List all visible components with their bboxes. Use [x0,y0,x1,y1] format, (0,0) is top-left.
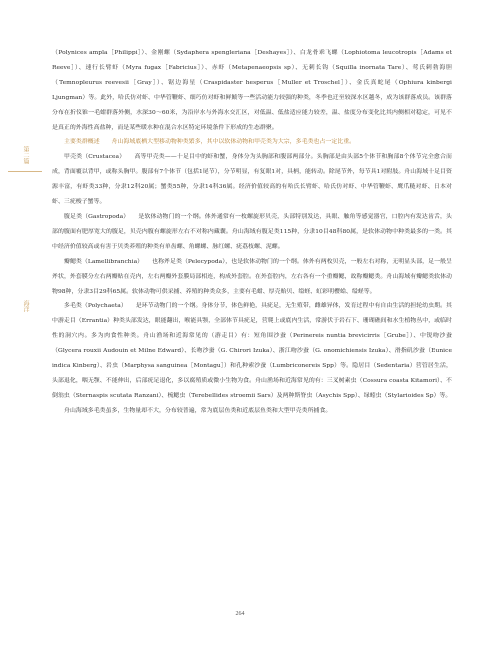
sidebar-rule [8,171,42,172]
section-label: 海洋 [22,300,29,312]
paragraph-polychaeta: 多毛类（Polychaeta） 是环节动物门的一个纲。身体分节，体色鲜艳，具疣足，无生殖带，雌雄异体，发育过程中有自由生活的担轮幼虫期。其中游走目（Errantia）种类头部发达，眼能翻出，喉能具颚，全部体节具疣足，营爬上或底内生活，常游伏于岩石下、珊瑚礁间和水生植物丛中，或临时性的洞穴内。多为肉食性种类。舟山渔场和近海常见的（游走目）有：短角围沙蚕（Perinereis nuntia brevicirris［Grube］）、中锐吻沙蚕（Glycera rouxii Audouin et Milne Edward）、长吻沙蚕（G. Chirori Izuka）、浙江吻沙蚕（G. onomichiensis Izuka）、滑指矶沙蚕（Eunice indica Kinberg）、岩虫（Marphysa sanguinea［Montagu］）和孔种索沙蚕（Lumbriconereis Spp）等。隐居目（Sedentaria）营管居生活，头部退化，咽无颚、不能伸出，后部疣足退化，多以腐殖质或微小生物为食。舟山渔场和近海常见的有：三叉树素虫（Cossura coasta Kitamori）、不倒翁虫（Sternaspis scutata Ranzani）、梳鳃虫（Terebellides stroemii Sars）及两种斯脊虫（Asychis Spp）、绿蚓虫（Stylarioides Sp）等。 [52,303,452,399]
chapter-label: 第二篇 [22,146,29,164]
body-text [52,46,452,419]
paragraph-conclusion: 舟山海域多毛类虽多，生物量却不大，分布较普遍，常为底层鱼类和近底层鱼类和大型甲壳类所捕食。 [64,407,332,414]
paragraph-species-list: （Polynices ampla［Philippi］）、金刚螺（Sydaphera spengleriana［Deshayes］）、白龙骨乖飞螺（Lophiotoma leucotropis［Adams et Reeve］）、速行长臂虾（Myra fugax［Fabricius］）、赤虾（Metapenaeopsis sp）、无刺长钩（Squilla inornata Tare）、莺氏刺勃海胆（Temnopleurus reevesii［Gray］）、锯边海星（Craspidaster hesperus［Muller et Troschel］）、金氏真蛇尾（Ophiura kinbergi Ljungman）等。此外，哈氏仿对虾、中华管鞭虾、细巧仿对虾和鲜鮁等一些活动能力较强的种类，冬季也迁至较深水区越冬，成为该群落成员。该群落分布在折仪锥一毛蚶群落外侧，水深30～60米，为沿岸水与外海水交汇区，对低温、低盐适应能力较差，温、盐度分布变化比其内侧相对稳定，可见不是真正的外海性高盐种，而是某些暖水种在混合水区特定环境条件下形成的生态群聚。 [52,50,452,131]
paragraph-overview: 主要类群概述 舟山海域底栖大型移动物种类繁多，其中以软体动物和甲壳类为大宗，多毛类也占一定比重。 [64,139,356,146]
page-number: 264 [235,611,245,617]
paragraph-gastropoda: 腹足类（Gastropoda） 是软体动物门的一个纲。体外通常有一枚螺旋形贝壳，头部特别发达，具眼、触角等感觉器官，口腔内有发达齿舌，头部的腹面有肥厚宽大的腹足，贝壳内腹有螺旋形左右不对称内藏囊。舟山海域有腹足类115种，分隶10目48科80属，是软体动物中种类最多的一类。其中经济价值较高或有害于贝类养殖的种类有单齿螺、角螺螺、脉红螺、疣荔枝螺、泥螺。 [52,213,452,250]
paragraph-lamellibranchia: 瓣鳃类（Lamellibranchia） 也称斧足类（Pelecypoda），也是软体动物门的一个纲。体外有两枚贝壳，一般左右对称，无明显头部，足一般呈斧状，外套膜分左右两瓣贴在壳内，左右两瓣外套膜局部相连，构成外套腔。在外套腔内，左右各有一个重瓣鳃，故称瓣鳃类。舟山海域有瓣鳃类软体动物98种，分隶3目29科65属。软体动物可供采捕、养殖的种类众多，主要有毛蚶、厚壳贻贝、缢蛏、虹彩明樱蛤、缢蛏等。 [52,258,452,295]
paragraph-crustacea: 甲壳类（Crustacea） 高等甲壳类——十足目中的虾和蟹，身体分为头胸部和腹部两部分。头胸部是由头部5个体节和胸部8个体节完全愈合而成，背面覆以背甲，或称头胸甲。腹部有7个体节（包括1尾节），分节明显，有复眼1对，具柄，能转动。除尾节外，每节具1对附肢。舟山海域十足目资源丰富，有虾类33种，分隶12科20属；蟹类55种，分隶14科36属。经济价值较高的有哈氏长臂虾、哈氏仿对虾、中华管鞭虾、鹰爪糙对虾、日本对虾、三疣梭子蟹等。 [52,154,452,206]
